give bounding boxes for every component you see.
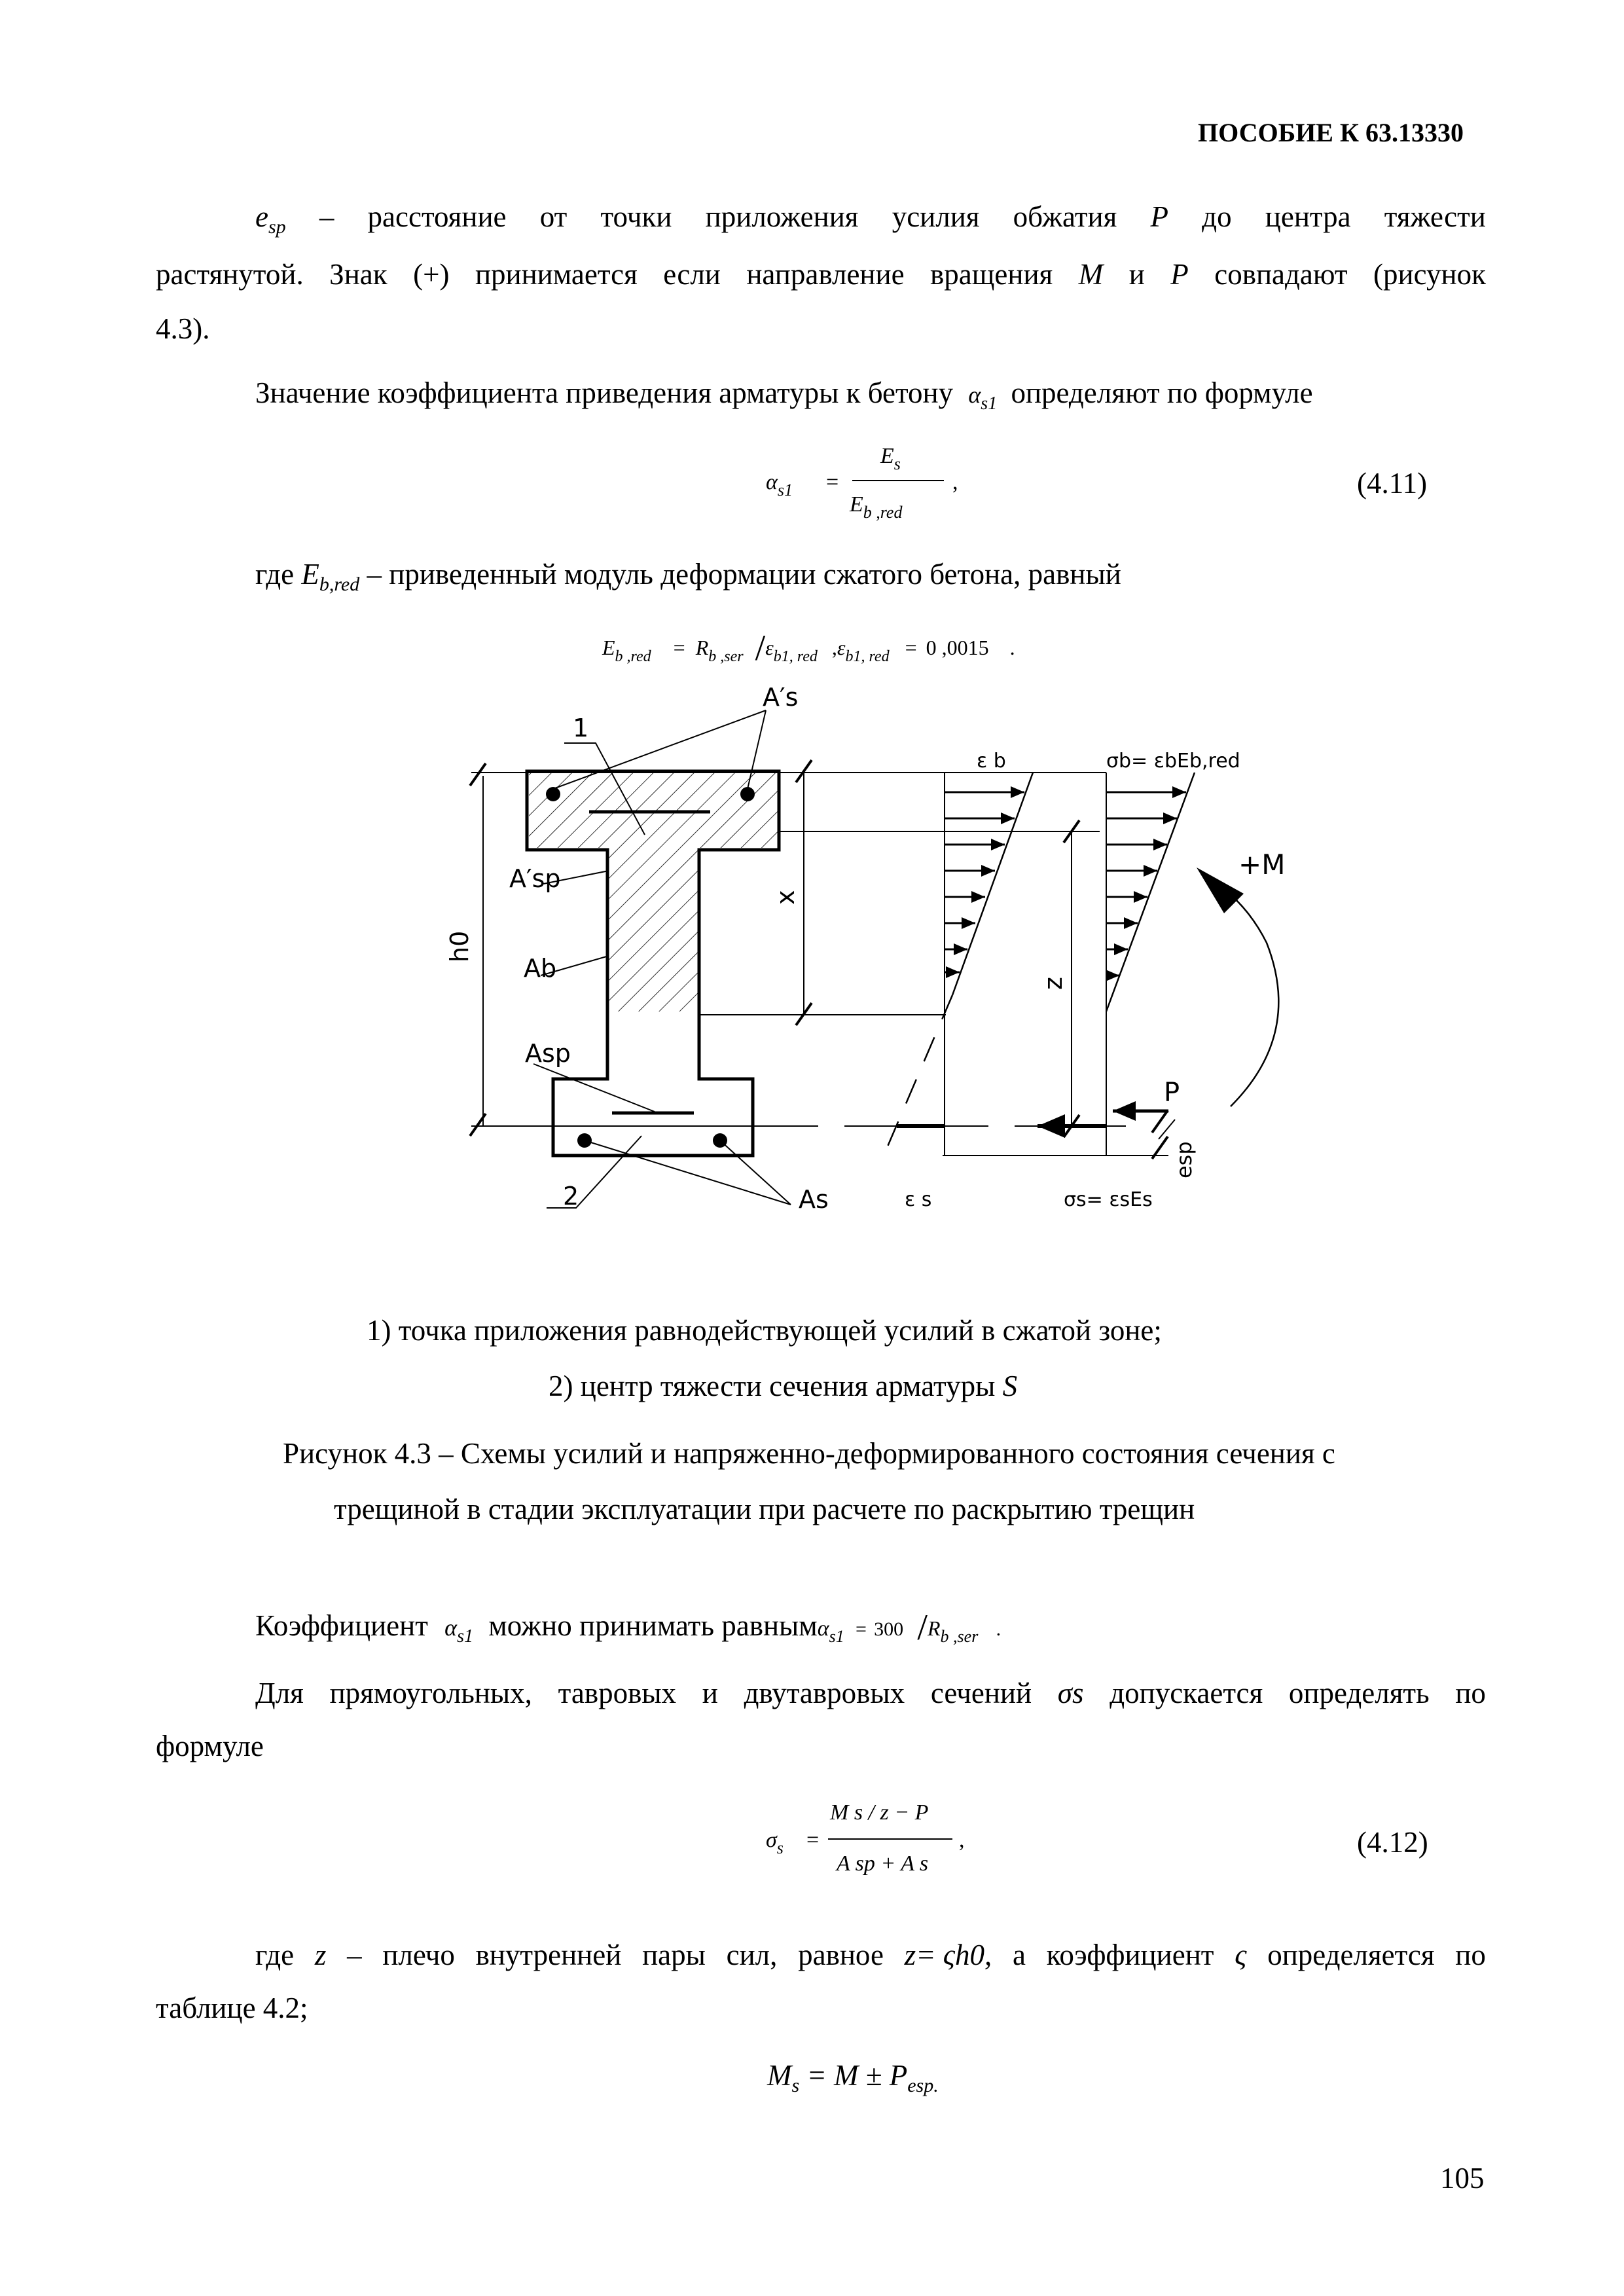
word: приложения: [705, 200, 859, 233]
word: сечений: [930, 1677, 1032, 1709]
word: где: [255, 1939, 295, 1971]
word: определять: [1288, 1677, 1430, 1709]
word: пары: [642, 1939, 706, 1971]
word: равное: [798, 1939, 884, 1971]
para5-line2: формуле: [156, 1730, 264, 1762]
label-sigma-s: σs= εsEs: [1064, 1188, 1153, 1211]
label-eps-b: ε b: [977, 750, 1006, 773]
para4: Коэффициент $\alpha_{s1}$ можно принимать равнымα$_{s1}$ = 300 $/R_{b ,ser}$ .: [255, 1607, 1001, 1648]
word: (рисунок: [1373, 258, 1486, 291]
para3: где $E_{b,red}$ – приведенный модуль деформации сжатого бетона, равный: [255, 558, 1121, 595]
word: по: [1455, 1939, 1486, 1971]
word: допускается: [1110, 1677, 1263, 1709]
moment-arc: [1201, 874, 1278, 1106]
label-plus-M: +M: [1238, 848, 1286, 881]
para1-line3: 4.3).: [156, 312, 210, 345]
figure-title-line2: трещиной в стадии эксплуатации при расчете по раскрытию трещин: [334, 1493, 1195, 1525]
rebar-top-left: [546, 787, 560, 801]
word: центра: [1265, 200, 1351, 233]
word: совпадают: [1214, 258, 1348, 291]
label-h0: h0: [445, 930, 474, 962]
word: растянутой.: [156, 258, 304, 291]
word: коэффициент: [1046, 1939, 1214, 1971]
word: внутренней: [475, 1939, 622, 1971]
caption-line2: 2) центр тяжести сечения арматуры S: [549, 1370, 1018, 1402]
para6-line2: таблице 4.2;: [156, 1992, 308, 2024]
word: и: [702, 1677, 718, 1709]
word: двутавровых: [744, 1677, 905, 1709]
word: вращения: [930, 258, 1053, 291]
word: а: [1013, 1939, 1026, 1971]
word: до: [1202, 200, 1232, 233]
word: если: [663, 258, 721, 291]
running-header: ПОСОБИЕ К 63.13330: [1198, 118, 1464, 147]
word: обжатия: [1013, 200, 1117, 233]
word: и: [1128, 258, 1145, 291]
para6-line1: [255, 1938, 1486, 1971]
label-eps-s: ε s: [905, 1188, 932, 1211]
strain-diagram: [884, 773, 1033, 1156]
word: Знак: [329, 258, 388, 291]
label-A-sp-prime: A′sp: [509, 864, 561, 893]
var-P: P: [1170, 258, 1189, 291]
var-P: P: [1150, 200, 1168, 233]
word: тяжести: [1384, 200, 1486, 233]
page-number: 105: [1440, 2162, 1485, 2195]
label-two: 2: [563, 1182, 579, 1211]
label-x: x: [771, 890, 800, 905]
para5-line1: [255, 1676, 1486, 1709]
equation-number: (4.12): [1357, 1826, 1428, 1859]
word: направление: [746, 258, 905, 291]
word: принимается: [475, 258, 638, 291]
var-z: z: [314, 1939, 327, 1971]
para2: Значение коэффициента приведения арматуры к бетону $\alpha_{s1}$ определяют по формуле: [255, 376, 1313, 414]
label-z: z: [1039, 977, 1068, 990]
equation-number: (4.11): [1357, 467, 1428, 500]
caption-line1: 1) точка приложения равнодействующей усилий в сжатой зоне;: [367, 1314, 1162, 1347]
word: от: [539, 200, 568, 233]
moment-arrowhead: [1197, 867, 1244, 913]
stress-diagram: [1106, 773, 1195, 1011]
expr-z: z= ςh0,: [904, 1939, 992, 1971]
formula-eb-red: $E_{b ,red} = R_{b ,ser}$ $/\varepsilon_{b1, red}$ $,\varepsilon_{b1, red} = 0$ ,0015 .: [602, 628, 1015, 668]
formula-ms: $M_s = M \pm P_{esp.}$: [767, 2059, 939, 2096]
figure-title-line1: Рисунок 4.3 – Схемы усилий и напряженно-деформированного состояния сечения с: [283, 1437, 1335, 1470]
compressed-zone-hatch: [529, 773, 778, 1011]
label-A-s-prime: A′s: [763, 683, 799, 712]
word: определяется: [1267, 1939, 1435, 1971]
label-A-s: As: [799, 1185, 829, 1214]
var-esp: $e_{sp}$: [255, 200, 286, 238]
label-P: P: [1164, 1078, 1180, 1108]
word: прямоугольных,: [329, 1677, 532, 1709]
word: –: [319, 200, 334, 233]
word: –: [347, 1939, 362, 1971]
word: тавровых: [558, 1677, 677, 1709]
word: расстояние: [367, 200, 507, 233]
word: (+): [413, 258, 450, 291]
word: сил,: [726, 1939, 778, 1971]
word: усилия: [892, 200, 980, 233]
label-A-b: Ab: [524, 954, 557, 983]
var-sigma-s: σs: [1057, 1677, 1084, 1709]
rebar-top-right: [740, 787, 755, 801]
label-e-sp: esp: [1172, 1141, 1197, 1178]
word: плечо: [382, 1939, 455, 1971]
word: точки: [600, 200, 672, 233]
word: Для: [255, 1677, 304, 1709]
var-zeta: ς: [1235, 1939, 1247, 1971]
label-one: 1: [573, 714, 589, 742]
word: по: [1455, 1677, 1486, 1709]
label-sigma-b: σb= εbEb,red: [1106, 750, 1240, 773]
label-A-sp: Asp: [525, 1039, 571, 1068]
var-M: M: [1078, 258, 1104, 291]
